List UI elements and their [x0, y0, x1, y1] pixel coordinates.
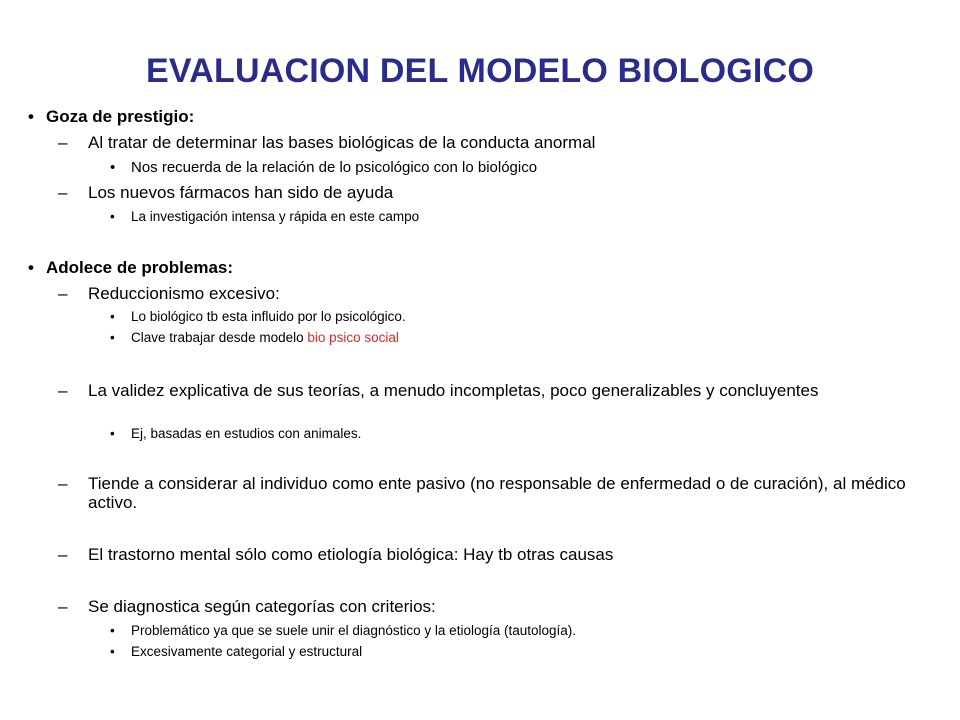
section-heading-prestige	[28, 107, 195, 126]
dash: –	[58, 545, 68, 564]
bullet: •	[110, 426, 115, 441]
dash: –	[58, 183, 68, 202]
section-heading-problems	[28, 258, 234, 277]
list-item-text: Los nuevos fármacos han sido de ayuda	[88, 183, 394, 202]
list-item	[58, 545, 614, 564]
bullet: •	[28, 258, 34, 277]
list-item	[58, 597, 436, 616]
bullet: •	[110, 209, 115, 224]
sub-list-item-text: Clave trabajar desde modelo	[131, 330, 308, 345]
slide-title: EVALUACION DEL MODELO BIOLOGICO	[146, 52, 814, 90]
list-item-text: Reduccionismo excesivo:	[88, 284, 280, 303]
bullet: •	[28, 107, 34, 126]
list-item	[58, 133, 596, 152]
list-item-text: El trastorno mental sólo como etiología biológica: Hay tb otras causas	[88, 545, 614, 564]
section-heading-text: Adolece de problemas:	[46, 258, 234, 277]
sub-list-item	[110, 159, 538, 176]
list-item-text: Se diagnostica según categorías con criterios:	[88, 597, 436, 616]
dash: –	[58, 597, 68, 616]
dash: –	[58, 284, 68, 303]
bullet: •	[110, 644, 115, 659]
bullet: •	[110, 159, 116, 176]
sub-list-item	[110, 209, 420, 224]
bullet: •	[110, 623, 115, 638]
list-item-text: La validez explicativa de sus teorías, a menudo incompletas, poco generalizables y concluyentes	[88, 381, 819, 400]
sub-list-item	[110, 330, 399, 345]
highlighted-text: bio psico social	[307, 330, 399, 345]
sub-list-item	[110, 623, 577, 638]
sub-list-item	[110, 426, 362, 441]
list-item	[58, 474, 928, 512]
sub-list-item-text: La investigación intensa y rápida en este campo	[131, 209, 420, 224]
dash: –	[58, 474, 68, 493]
dash: –	[58, 381, 68, 400]
list-item-text: Tiende a considerar al individuo como ente pasivo (no responsable de enfermedad o de curación), al médico activo.	[88, 474, 906, 512]
list-item	[58, 284, 280, 303]
sub-list-item	[110, 644, 363, 659]
list-item-text: Al tratar de determinar las bases biológicas de la conducta anormal	[88, 133, 596, 152]
bullet: •	[110, 330, 115, 345]
dash: –	[58, 133, 68, 152]
list-item	[58, 381, 928, 400]
sub-list-item	[110, 309, 406, 324]
bullet: •	[110, 309, 115, 324]
sub-list-item-text: Problemático ya que se suele unir el diagnóstico y la etiología (tautología).	[131, 623, 577, 638]
sub-list-item-text: Ej, basadas en estudios con animales.	[131, 426, 362, 441]
section-heading-text: Goza de prestigio:	[46, 107, 195, 126]
sub-list-item-text: Nos recuerda de la relación de lo psicológico con lo biológico	[131, 159, 538, 176]
sub-list-item-text: Lo biológico tb esta influido por lo psicológico.	[131, 309, 406, 324]
sub-list-item-text: Excesivamente categorial y estructural	[131, 644, 363, 659]
list-item	[58, 183, 394, 202]
